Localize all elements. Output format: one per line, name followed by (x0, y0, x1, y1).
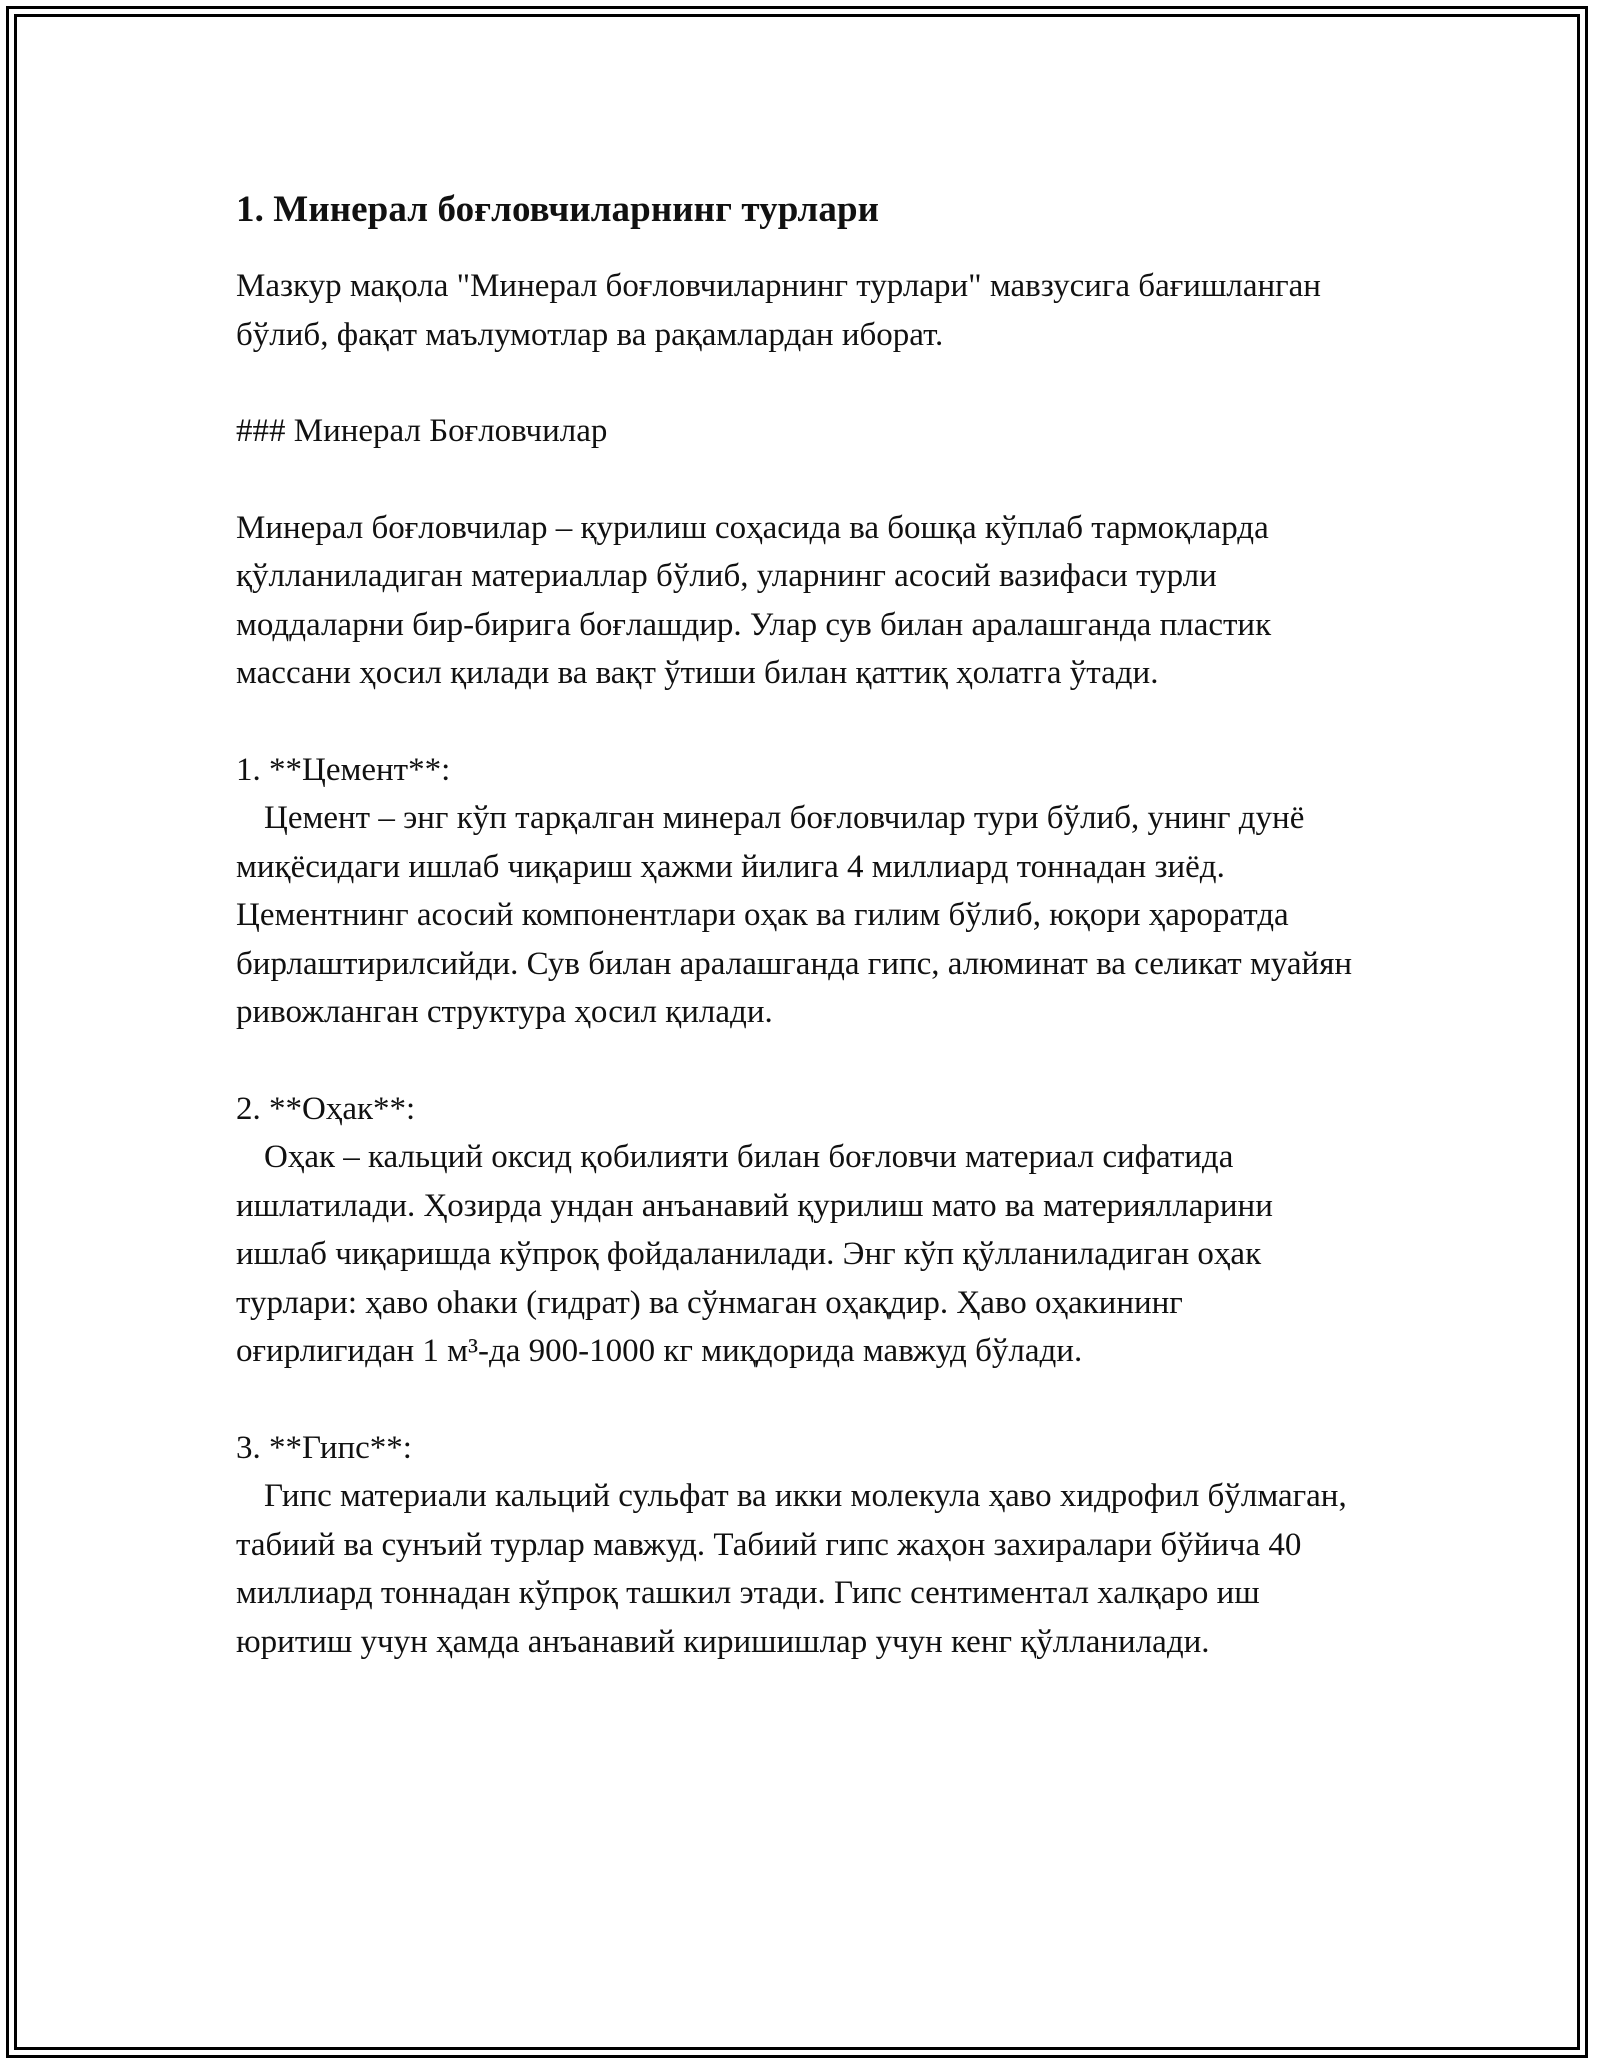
list-item-lime (236, 1085, 1366, 1376)
section-subheading: ### Минерал Боғловчилар (236, 413, 608, 449)
list-item-heading: 2. **Оҳак**: (236, 1090, 416, 1127)
list-item-body: Гипс материали кальций сульфат ва икки молекула ҳаво хидрофил бўлмаган, табиий ва сунъий турлар мавжуд. Табиий гипс жаҳон захиралари бўйича 40 миллиард тоннадан кўпроқ ташкил этади. Гипс сентиментал халқаро иш юритиш учун ҳамда анъанавий киришишлар учун кенг қўлланилади. (236, 1478, 1347, 1660)
list-item-heading: 3. **Гипс**: (236, 1429, 412, 1466)
list-item-gypsum (236, 1424, 1366, 1667)
definition-paragraph: Минерал боғловчилар – қурилиш соҳасида ва бошқа кўплаб тармоқларда қўлланиладиган материаллар бўлиб, уларнинг асосий вазифаси турли моддаларни бир-бирига боғлашдир. Улар сув билан аралашганда пластик массани ҳосил қилади ва вақт ўтиши билан қаттиқ ҳолатга ўтади. (236, 509, 1272, 691)
document-title: 1. Минерал боғловчиларнинг турлари (236, 189, 880, 230)
list-item-body: Оҳак – кальций оксид қобилияти билан боғловчи материал сифатида ишлатилади. Ҳозирда ундан анъанавий қурилиш мато ва материялларини ишлаб чиқаришда кўпроқ фойдаланилади. Энг кўп қўлланиладиган оҳак турлари: ҳаво оhаки (гидрат) ва сўнмаган оҳақдир. Ҳаво оҳакининг оғирлигидан 1 м³-да 900-1000 кг миқдорида мавжуд бўлади. (236, 1139, 1273, 1369)
document-body (236, 186, 1366, 1714)
intro-paragraph: Мазкур мақола "Минерал боғловчиларнинг турлари" мавзусига бағишланган бўлиб, фақат маълумотлар ва рақамлардан иборат. (236, 268, 1321, 353)
list-item-cement (236, 746, 1366, 1037)
list-item-body: Цемент – энг кўп тарқалган минерал боғловчилар тури бўлиб, унинг дунё миқёсидаги ишлаб чиқариш ҳажми йилига 4 миллиард тоннадан зиёд. Цементнинг асосий компонентлари оҳак ва гилим бўлиб, юқори ҳароратда бирлаштирилсийди. Сув билан аралашганда гипс, алюминат ва селикат муайян ривожланган структура ҳосил қилади. (236, 800, 1353, 1030)
list-item-heading: 1. **Цемент**: (236, 751, 451, 788)
